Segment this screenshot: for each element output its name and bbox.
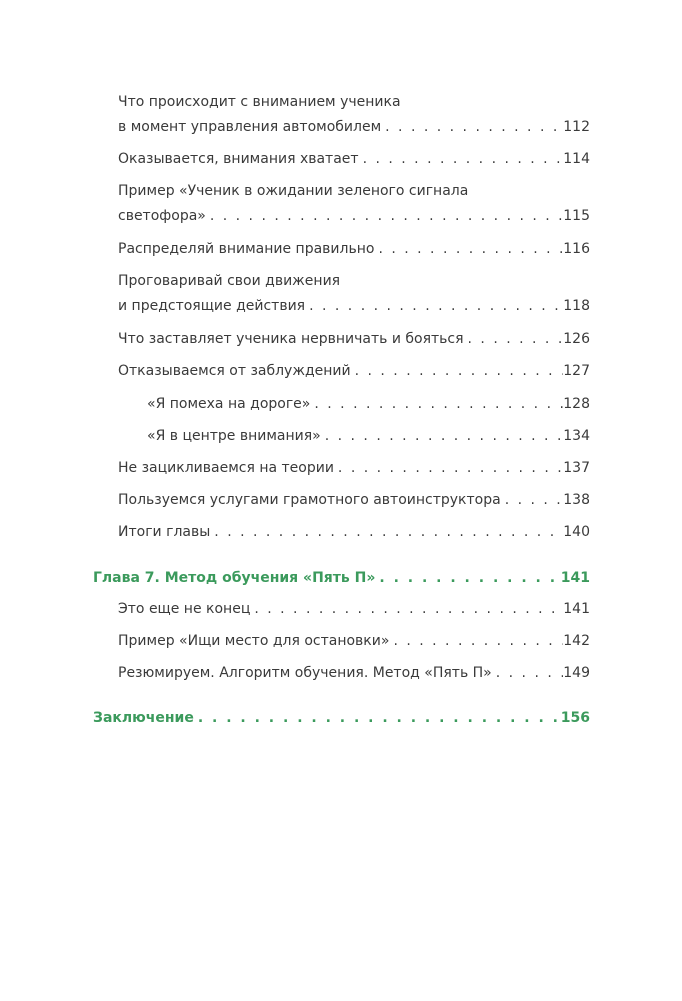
toc-entry[interactable]: [118, 327, 590, 352]
toc-page-number: 140: [563, 524, 590, 540]
toc-page-number: 141: [563, 601, 590, 617]
dot-leader: [194, 706, 561, 731]
toc-entry-title: Резюмируем. Алгоритм обучения. Метод «Пять П»: [118, 665, 492, 681]
toc-entry-title: и предстоящие действия: [118, 298, 306, 314]
toc-entry-title: Что происходит с вниманием ученика: [118, 94, 401, 110]
toc-page-number: 115: [563, 208, 590, 224]
toc-entry-title: Пример «Ученик в ожидании зеленого сигнала: [118, 183, 469, 199]
toc-entry-line: [118, 597, 590, 622]
toc-page-number: 149: [563, 665, 590, 681]
toc-entry-line: [93, 706, 590, 731]
toc-entry-title: Что заставляет ученика нервничать и бояться: [118, 331, 464, 347]
toc-entry-title: Пример «Ищи место для остановки»: [118, 633, 390, 649]
toc-entry[interactable]: [118, 597, 590, 622]
toc-entry[interactable]: [147, 424, 590, 449]
toc-chapter-entry[interactable]: [93, 566, 590, 591]
toc-entry-title: «Я помеха на дороге»: [147, 396, 311, 412]
toc-entry[interactable]: [147, 392, 590, 417]
toc-entry[interactable]: [118, 488, 590, 513]
toc-entry-line: [118, 327, 590, 352]
toc-entry-line: [118, 661, 590, 686]
toc-entry-line: [147, 424, 590, 449]
toc-page-number: 118: [563, 298, 590, 314]
toc-entry-line: [118, 237, 590, 262]
toc-entry-title: светофора»: [118, 208, 206, 224]
toc-entry-title: Заключение: [93, 710, 194, 726]
toc-page-number: 128: [563, 396, 590, 412]
toc-page-number: 112: [563, 119, 590, 135]
toc-entry[interactable]: [118, 629, 590, 654]
toc-page-number: 114: [563, 151, 590, 167]
toc-entry[interactable]: [118, 179, 590, 229]
toc-entry-line: [118, 520, 590, 545]
toc-page-number: 138: [563, 492, 590, 508]
dot-leader: [389, 629, 563, 654]
toc-entry[interactable]: [118, 456, 590, 481]
toc-entry-title: Это еще не конец: [118, 601, 251, 617]
toc-page-number: 116: [563, 241, 590, 257]
toc-page-number: 126: [563, 331, 590, 347]
toc-entry[interactable]: [118, 661, 590, 686]
toc-entry-line: [118, 115, 590, 140]
toc-entry-title: Распределяй внимание правильно: [118, 241, 375, 257]
dot-leader: [321, 424, 564, 449]
dot-leader: [250, 597, 563, 622]
toc-entry-title: Итоги главы: [118, 524, 211, 540]
toc-page-number: 141: [560, 570, 590, 586]
toc-entry-title: Оказывается, внимания хватает: [118, 151, 359, 167]
dot-leader: [374, 237, 563, 262]
dot-leader: [501, 488, 564, 513]
dot-leader: [351, 359, 564, 384]
dot-leader: [305, 294, 563, 319]
toc-entry-line: [118, 179, 590, 204]
toc-entry-line: [118, 629, 590, 654]
toc-entry-title: Отказываемся от заблуждений: [118, 363, 351, 379]
dot-leader: [210, 520, 563, 545]
toc-entry-line: [118, 488, 590, 513]
dot-leader: [359, 147, 564, 172]
dot-leader: [375, 566, 560, 591]
dot-leader: [334, 456, 563, 481]
dot-leader: [206, 204, 563, 229]
toc-entry-line: [118, 456, 590, 481]
toc-entry[interactable]: [118, 237, 590, 262]
dot-leader: [381, 115, 563, 140]
toc-page-number: 142: [563, 633, 590, 649]
toc-entry[interactable]: [118, 90, 590, 140]
dot-leader: [492, 661, 564, 686]
toc-entry-title: Не зацикливаемся на теории: [118, 460, 334, 476]
toc-entry[interactable]: [118, 359, 590, 384]
toc-entry-line: [118, 359, 590, 384]
toc-entry[interactable]: [118, 269, 590, 319]
dot-leader: [464, 327, 564, 352]
toc-entry-title: Глава 7. Метод обучения «Пять П»: [93, 570, 376, 586]
toc-entry[interactable]: [118, 147, 590, 172]
toc-entry-title: Пользуемся услугами грамотного автоинструктора: [118, 492, 501, 508]
toc-page-number: 137: [563, 460, 590, 476]
toc-entry-title: Проговаривай свои движения: [118, 273, 341, 289]
toc-entry-title: в момент управления автомобилем: [118, 119, 382, 135]
toc-chapter-entry[interactable]: [93, 706, 590, 731]
toc-entry-line: [118, 90, 590, 115]
toc-entry-line: [118, 204, 590, 229]
toc-entry-line: [118, 269, 590, 294]
toc-entry-line: [93, 566, 590, 591]
toc-page-number: 127: [563, 363, 590, 379]
toc-page-number: 156: [560, 710, 590, 726]
toc-entry-title: «Я в центре внимания»: [147, 428, 321, 444]
toc-entry-line: [147, 392, 590, 417]
toc-entry[interactable]: [118, 520, 590, 545]
toc-entry-line: [118, 294, 590, 319]
toc-page-number: 134: [563, 428, 590, 444]
toc-entry-line: [118, 147, 590, 172]
dot-leader: [310, 392, 563, 417]
